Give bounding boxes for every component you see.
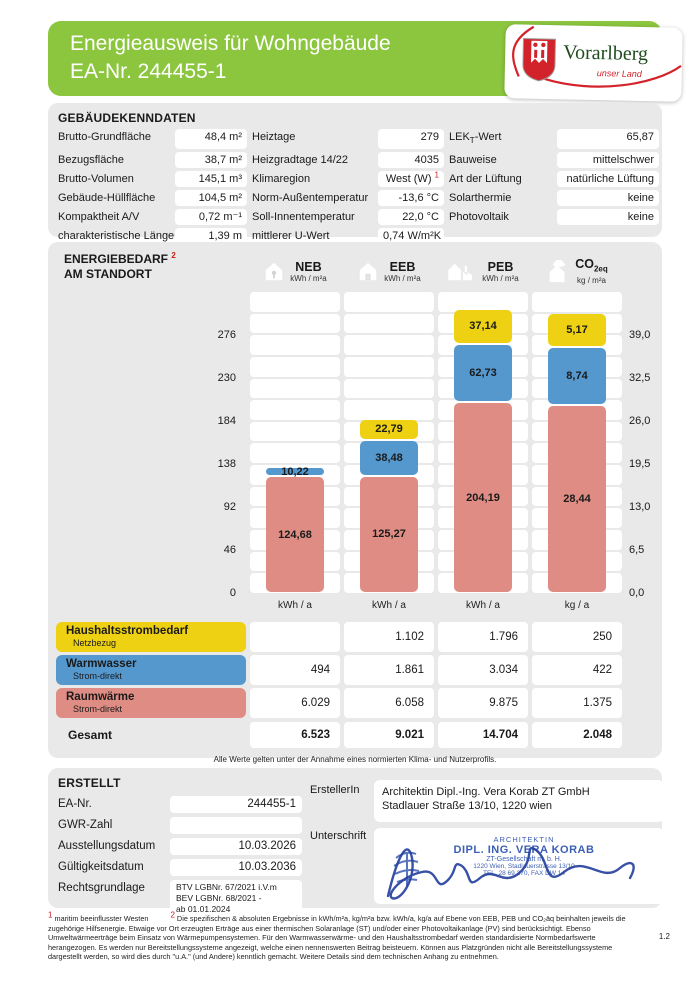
field-label: mittlerer U-Wert [252, 230, 330, 243]
unit-label: kWh / a [372, 600, 406, 611]
axis-tick: 26,0 [629, 414, 651, 427]
field-label: Norm-Außentemperatur [252, 192, 369, 205]
field-label: Kompaktheit A/V [58, 211, 140, 224]
field-label: Photovoltaik [449, 211, 509, 224]
table-row [56, 688, 654, 718]
field-label: Brutto-Volumen [58, 173, 134, 186]
field-label: Klimaregion [252, 173, 311, 186]
field-label: Heizgradtage 14/22 [252, 154, 349, 167]
field-value: keine [557, 190, 659, 206]
unit-label: kWh / a [278, 600, 312, 611]
field-value: -13,6 °C [378, 190, 444, 206]
bar-segment: 38,48 [360, 441, 418, 475]
handwritten-signature [374, 828, 664, 904]
table-cell: 9.875 [438, 688, 528, 718]
chart-column-neb [250, 292, 340, 593]
table-row [56, 655, 654, 685]
table-row [56, 622, 654, 652]
axis-tick: 46 [223, 543, 236, 556]
right-axis [626, 292, 654, 599]
field-value: 1,39 m [175, 228, 247, 244]
axis-tick: 276 [217, 328, 236, 341]
column-header-co2: $CO_{2eq}$ kg / m²a [532, 248, 622, 292]
column-header-peb: PEB kWh / m²a [438, 248, 528, 292]
table-cell: 1.375 [532, 688, 622, 718]
bar-segment: 28,44 [548, 406, 606, 592]
table-cell: 6.523 [250, 722, 340, 748]
legend-warmwasser: Warmwasser Strom-direkt [56, 655, 246, 685]
signature-box [374, 828, 664, 904]
field-label: Art der Lüftung [449, 173, 522, 186]
empty-cell [626, 622, 654, 652]
bar-segment: 5,17 [548, 314, 606, 346]
field-value: 244455-1 [170, 796, 302, 813]
axis-tick: 0 [229, 586, 236, 599]
field-value: 104,5 m² [175, 190, 247, 206]
chart-column-eeb [344, 292, 434, 593]
ersteller-label: ErstellerIn [310, 784, 360, 796]
erstellt-left [58, 776, 302, 914]
field-value: 10.03.2026 [170, 838, 302, 855]
table-cell: 6.058 [344, 688, 434, 718]
field-value: 0,74 W/m²K [378, 228, 444, 244]
field-value: 38,7 m² [175, 152, 247, 168]
field-value: 279 [378, 129, 444, 149]
footnote-marker: 1 [434, 170, 439, 180]
axis-tick: 184 [217, 414, 236, 427]
house-icon [357, 261, 379, 283]
legend-raumwaerme: Raumwärme Strom-direkt [56, 688, 246, 718]
chart-header-row [56, 248, 654, 292]
table-cell [250, 622, 340, 652]
legend-haushaltsstrombedarf: Haushaltsstrombedarf Netzbezug [56, 622, 246, 652]
building-data-section [48, 103, 662, 243]
column-header-neb: NEB kWh / m²a [250, 248, 340, 292]
footnotes [48, 910, 670, 962]
field-value: 10.03.2036 [170, 859, 302, 876]
table-cell: 422 [532, 655, 622, 685]
empty-cell [626, 722, 654, 748]
field-value: 145,1 m³ [175, 171, 247, 187]
table-cell: 250 [532, 622, 622, 652]
logo-region-name: Vorarlberg [562, 41, 649, 66]
field-value: 22,0 °C [378, 209, 444, 225]
empty-cell [626, 248, 654, 292]
rechtsgrundlage-value: BTV LGBNr. 67/2021 i.V.m BEV LGBNr. 68/2021 - ab 01.01.2024 [170, 880, 302, 921]
house-icon [263, 261, 285, 283]
logo-tagline: unser Land [596, 68, 642, 80]
version-number: 1.2 [658, 932, 670, 941]
house-smoke-icon [546, 260, 570, 284]
table-cell: 2.048 [532, 722, 622, 748]
building-data-title: GEBÄUDEKENNDATEN [58, 111, 196, 125]
bar-segment: 8,74 [548, 348, 606, 404]
bar-segment: 124,68 [266, 477, 324, 592]
table-cell: 1.102 [344, 622, 434, 652]
house-factory-icon [447, 261, 477, 283]
energy-demand-section [48, 242, 662, 764]
field-value: mittelschwer [557, 152, 659, 168]
unit-label: kWh / a [466, 600, 500, 611]
field-label: Bauweise [449, 154, 497, 167]
empty-cell [626, 688, 654, 718]
bar-segment: 204,19 [454, 403, 512, 592]
axis-tick: 138 [217, 457, 236, 470]
building-data-grid [58, 129, 652, 244]
vorarlberg-logo [504, 24, 683, 102]
column-header-eeb: EEB kWh / m²a [344, 248, 434, 292]
field-label: Gebäude-Hüllfläche [58, 192, 156, 205]
field-value [170, 817, 302, 834]
field-label: GWR-Zahl [58, 819, 113, 831]
bar-segment: 22,79 [360, 420, 418, 439]
table-cell: 6.029 [250, 688, 340, 718]
total-label: Gesamt [68, 728, 113, 742]
footnote-marker: 2 [171, 251, 176, 260]
erstellt-section [48, 768, 662, 914]
field-value: 65,87 [557, 129, 659, 149]
field-label: Ausstellungsdatum [58, 840, 156, 852]
bar-segment: 125,27 [360, 477, 418, 592]
field-label: Gültigkeitsdatum [58, 861, 144, 873]
table-cell: 3.034 [438, 655, 528, 685]
axis-tick: 230 [217, 371, 236, 384]
page-subtitle-ea-number: EA-Nr. 244455-1 [70, 60, 227, 83]
chart-title: ENERGIEBEDARF $^2$ AM STANDORT [64, 251, 176, 281]
field-label: Soll-Innentemperatur [252, 211, 355, 224]
field-value: keine [557, 209, 659, 225]
bar-chart [56, 292, 654, 599]
unit-label: kg / a [564, 600, 590, 611]
table-cell: 9.021 [344, 722, 434, 748]
axis-tick: 32,5 [629, 371, 651, 384]
axis-tick: 13,0 [629, 500, 651, 513]
vorarlberg-crest-icon [521, 36, 558, 83]
page-title: Energieausweis für Wohngebäude [70, 32, 391, 55]
table-total-row [56, 722, 654, 748]
empty-cell [56, 595, 246, 619]
field-label: Solarthermie [449, 192, 512, 205]
bar-segment: 10,22 [266, 468, 324, 476]
bar-segment: 62,73 [454, 345, 512, 402]
architect-stamp: ARCHITEKTIN DIPL. ING. VERA KORAB ZT-Gesellschaft m. b. H. 1220 Wien, Stadlauerstrasse 13/10 TEL. 28 69 270, FAX DW 14 [453, 835, 595, 877]
axis-tick: 92 [223, 500, 236, 513]
field-label: $LEK_T$-Wert [449, 131, 502, 146]
table-cell: 1.861 [344, 655, 434, 685]
erstellt-title: ERSTELLT [58, 776, 121, 790]
field-value: 4035 [378, 152, 444, 168]
erstellt-right [302, 776, 664, 900]
field-label: Rechtsgrundlage [58, 882, 145, 894]
axis-tick: 6,5 [629, 543, 645, 556]
field-value: West (W) $^1$ [378, 171, 444, 187]
field-label: Heiztage [252, 131, 296, 143]
chart-column-peb [438, 292, 528, 593]
table-note: Alle Werte gelten unter der Annahme eines normierten Klima- und Nutzerprofils. [213, 755, 497, 764]
chart-column-co2 [532, 292, 622, 593]
field-label: EA-Nr. [58, 798, 92, 810]
axis-tick: 39,0 [629, 328, 651, 341]
unterschrift-label: Unterschrift [310, 830, 367, 842]
annual-units-row [56, 595, 654, 619]
left-axis [56, 292, 246, 599]
empty-cell [626, 655, 654, 685]
field-label: Bezugsfläche [58, 154, 125, 167]
table-cell: 14.704 [438, 722, 528, 748]
footnote-text: $^1$ maritim beeinflusster Westen $^2$ Die spezifischen & absoluten Ergebnisse in kWh/m²a, kg/m²a bzw. kWh/a, kg/a auf Ebene von EEB, PEB und CO₂äq beinhalten jeweils die zugehörige Hilfsenergie. Etwaige vor Ort erzeugten Erträge aus einer thermischen Solaranlage (ST) und/oder einer Photovoltaikanlage (PV) sind berücksichtigt. Ebenso Umweltwärmeerträge beim Einsatz von Wärmepumpensystemen. Für den Warmwasserwärme- und den Haushaltsstrombedarf werden standardisierte Normbedarfswerte herangezogen. Es werden nur Bereitstellungssysteme angezeigt, welche einen nennenswerten Beitrag beisteuern. Können aus Platzgründen nicht alle Bereitstellungssysteme dargestellt werden, so wird dies durch "u.A." (und Andere) kenntlich gemacht. Weitere Details sind dem technischen Anhang zu entnehmen. [48, 910, 626, 962]
field-label: charakteristische Länge [58, 230, 175, 243]
table-cell: 494 [250, 655, 340, 685]
field-value: natürliche Lüftung [557, 171, 659, 187]
table-cell: 1.796 [438, 622, 528, 652]
field-value: 48,4 m² [175, 129, 247, 149]
ersteller-value: Architektin Dipl.-Ing. Vera Korab ZT GmbH Stadlauer Straße 13/10, 1220 wien [374, 780, 664, 822]
axis-tick: 19,5 [629, 457, 651, 470]
axis-tick: 0,0 [629, 586, 645, 599]
field-label: Brutto-Grundfläche [58, 131, 151, 143]
field-value: 0,72 m⁻¹ [175, 209, 247, 225]
bar-segment: 37,14 [454, 310, 512, 343]
